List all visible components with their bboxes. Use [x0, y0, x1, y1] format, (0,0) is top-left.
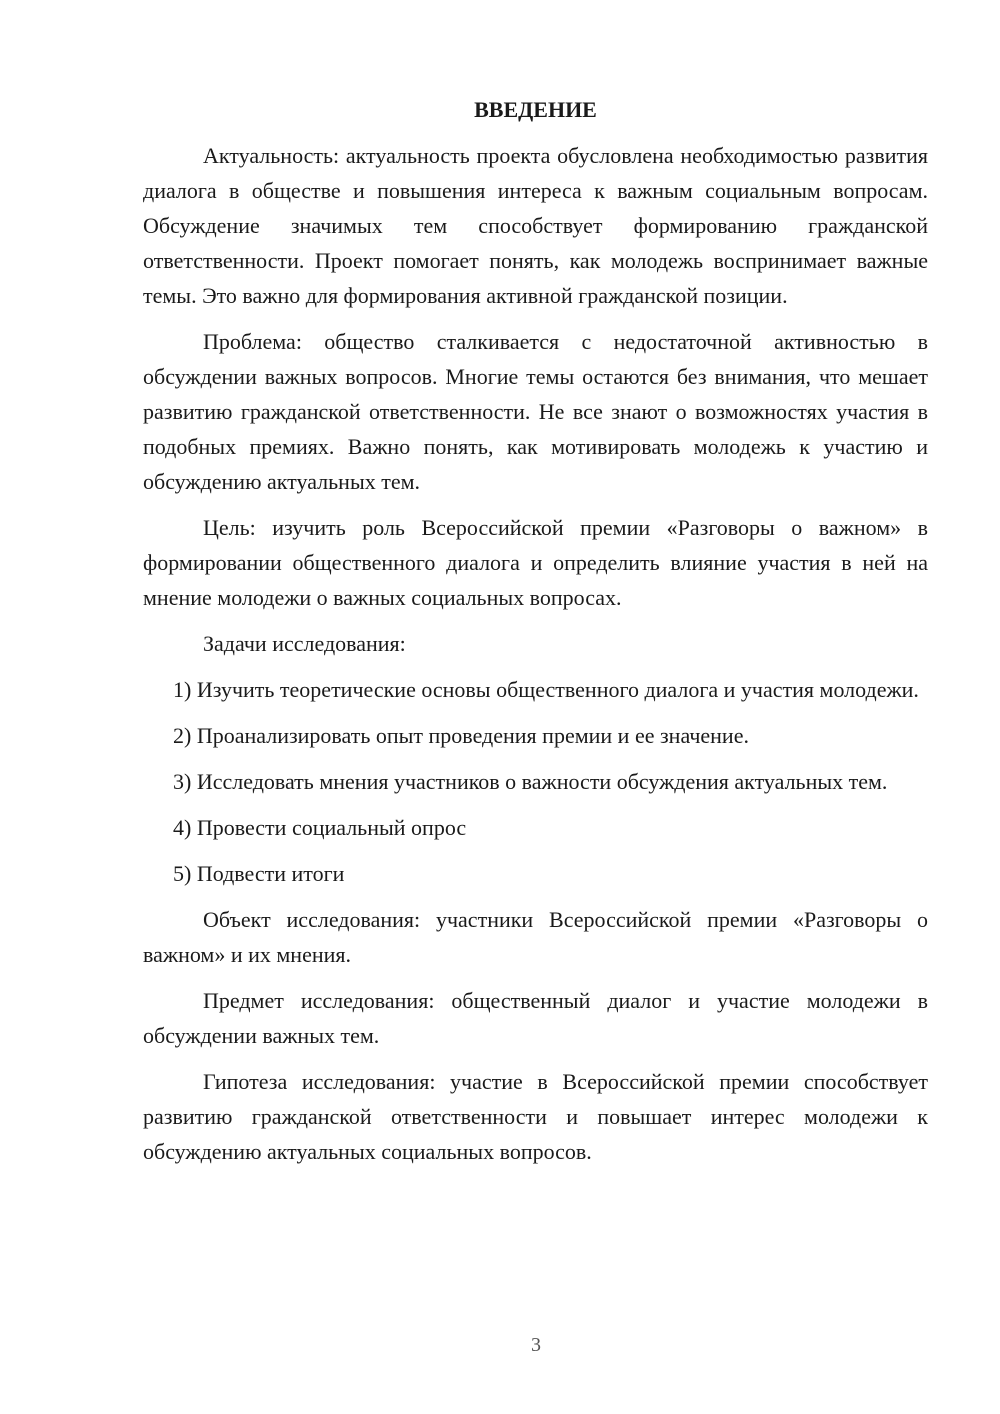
goal-paragraph: Цель: изучить роль Всероссийской премии «Разговоры о важном» в формировании общественного диалога и определить влияние участия в ней на мнение молодежи о важных социальных вопросах.: [143, 515, 928, 610]
task-item-4: 4) Провести социальный опрос: [173, 815, 467, 840]
task-item-2: 2) Проанализировать опыт проведения премии и ее значение.: [173, 723, 749, 748]
subject-paragraph: Предмет исследования: общественный диалог и участие молодежи в обсуждении важных тем.: [143, 988, 928, 1048]
page-number: 3: [531, 1334, 541, 1356]
task-item-5: 5) Подвести итоги: [173, 861, 345, 886]
object-paragraph: Объект исследования: участники Всероссийской премии «Разговоры о важном» и их мнения.: [143, 907, 928, 967]
task-item-1: 1) Изучить теоретические основы общественного диалога и участия молодежи.: [173, 677, 919, 702]
task-item-3: 3) Исследовать мнения участников о важности обсуждения актуальных тем.: [173, 769, 888, 794]
relevance-paragraph: Актуальность: актуальность проекта обусловлена необходимостью развития диалога в обществе и повышения интереса к важным социальным вопросам. Обсуждение значимых тем способствует формированию гражданской ответственности. Проект помогает понять, как молодежь воспринимает важные темы. Это важно для формирования активной гражданской позиции.: [143, 143, 928, 308]
document-body: [143, 92, 928, 1169]
hypothesis-paragraph: Гипотеза исследования: участие в Всероссийской премии способствует развитию гражданской ответственности и повышает интерес молодежи к обсуждению актуальных социальных вопросов.: [143, 1069, 928, 1164]
section-title: ВВЕДЕНИЕ: [474, 97, 597, 122]
problem-paragraph: Проблема: общество сталкивается с недостаточной активностью в обсуждении важных вопросов. Многие темы остаются без внимания, что мешает развитию гражданской ответственности. Не все знают о возможностях участия в подобных премиях. Важно понять, как мотивировать молодежь к участию и обсуждению актуальных тем.: [143, 329, 928, 494]
tasks-heading: Задачи исследования:: [203, 631, 406, 656]
